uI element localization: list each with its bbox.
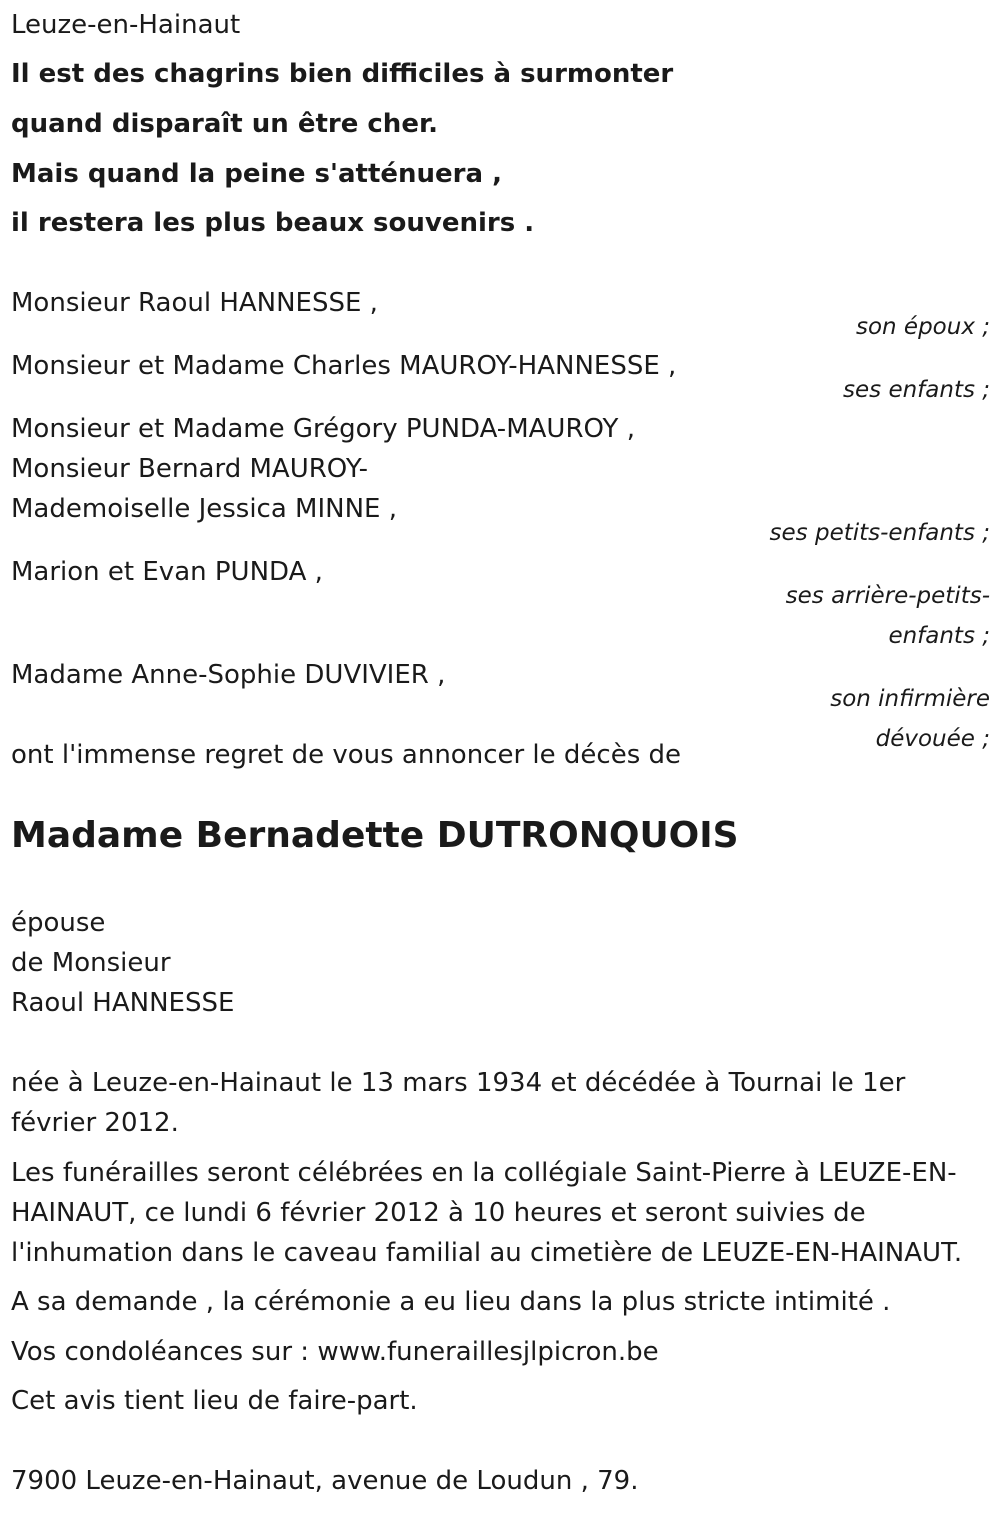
spouse-name: Monsieur Raoul HANNESSE , xyxy=(11,288,378,318)
children-name: Monsieur et Madame Charles MAUROY-HANNESSE , xyxy=(11,351,677,381)
spouse-line-1: épouse xyxy=(11,908,106,938)
funeral-paragraph: Les funérailles seront célébrées en la collégiale Saint-Pierre à LEUZE-EN-HAINAUT, ce lundi 6 février 2012 à 10 heures et seront suivies de l'inhumation dans le caveau familial au cimetière de LEUZE-EN-HAINAUT. xyxy=(11,1158,963,1268)
nurse-name: Madame Anne-Sophie DUVIVIER , xyxy=(11,660,446,690)
spouse-line-3: Raoul HANNESSE xyxy=(11,988,235,1018)
nurse-role-line-2: dévouée ; xyxy=(875,726,990,752)
notice-paragraph: Cet avis tient lieu de faire-part. xyxy=(11,1386,418,1416)
grandchild-line-3: Mademoiselle Jessica MINNE , xyxy=(11,494,398,524)
great-grandchildren-role-line-1: ses arrière-petits- xyxy=(785,583,990,609)
birth-death-paragraph: née à Leuze-en-Hainaut le 13 mars 1934 et décédée à Tournai le 1er février 2012. xyxy=(11,1068,906,1138)
announcement-text: ont l'immense regret de vous annoncer le décès de xyxy=(11,740,682,770)
privacy-paragraph: A sa demande , la cérémonie a eu lieu dans la plus stricte intimité . xyxy=(11,1287,891,1317)
grandchild-line-1: Monsieur et Madame Grégory PUNDA-MAUROY , xyxy=(11,414,635,444)
poem-line-3: Mais quand la peine s'atténuera , xyxy=(11,159,502,189)
spouse-line-2: de Monsieur xyxy=(11,948,171,978)
great-grandchildren-role-line-2: enfants ; xyxy=(888,623,990,649)
spouse-role: son époux ; xyxy=(855,314,990,340)
grandchild-line-2: Monsieur Bernard MAUROY- xyxy=(11,454,369,484)
great-grandchildren-name: Marion et Evan PUNDA , xyxy=(11,557,323,587)
grandchildren-role: ses petits-enfants ; xyxy=(769,520,990,546)
nurse-role-line-1: son infirmière xyxy=(830,686,990,712)
deceased-name: Madame Bernadette DUTRONQUOIS xyxy=(11,815,739,856)
address-line: 7900 Leuze-en-Hainaut, avenue de Loudun , 79. xyxy=(11,1466,639,1496)
poem-line-1: Il est des chagrins bien difficiles à surmonter xyxy=(11,59,674,89)
children-role: ses enfants ; xyxy=(843,377,990,403)
poem-line-4: il restera les plus beaux souvenirs . xyxy=(11,208,535,238)
poem-line-2: quand disparaît un être cher. xyxy=(11,109,438,139)
place-heading: Leuze-en-Hainaut xyxy=(11,10,241,40)
condolences-paragraph: Vos condoléances sur : www.funeraillesjlpicron.be xyxy=(11,1337,659,1367)
